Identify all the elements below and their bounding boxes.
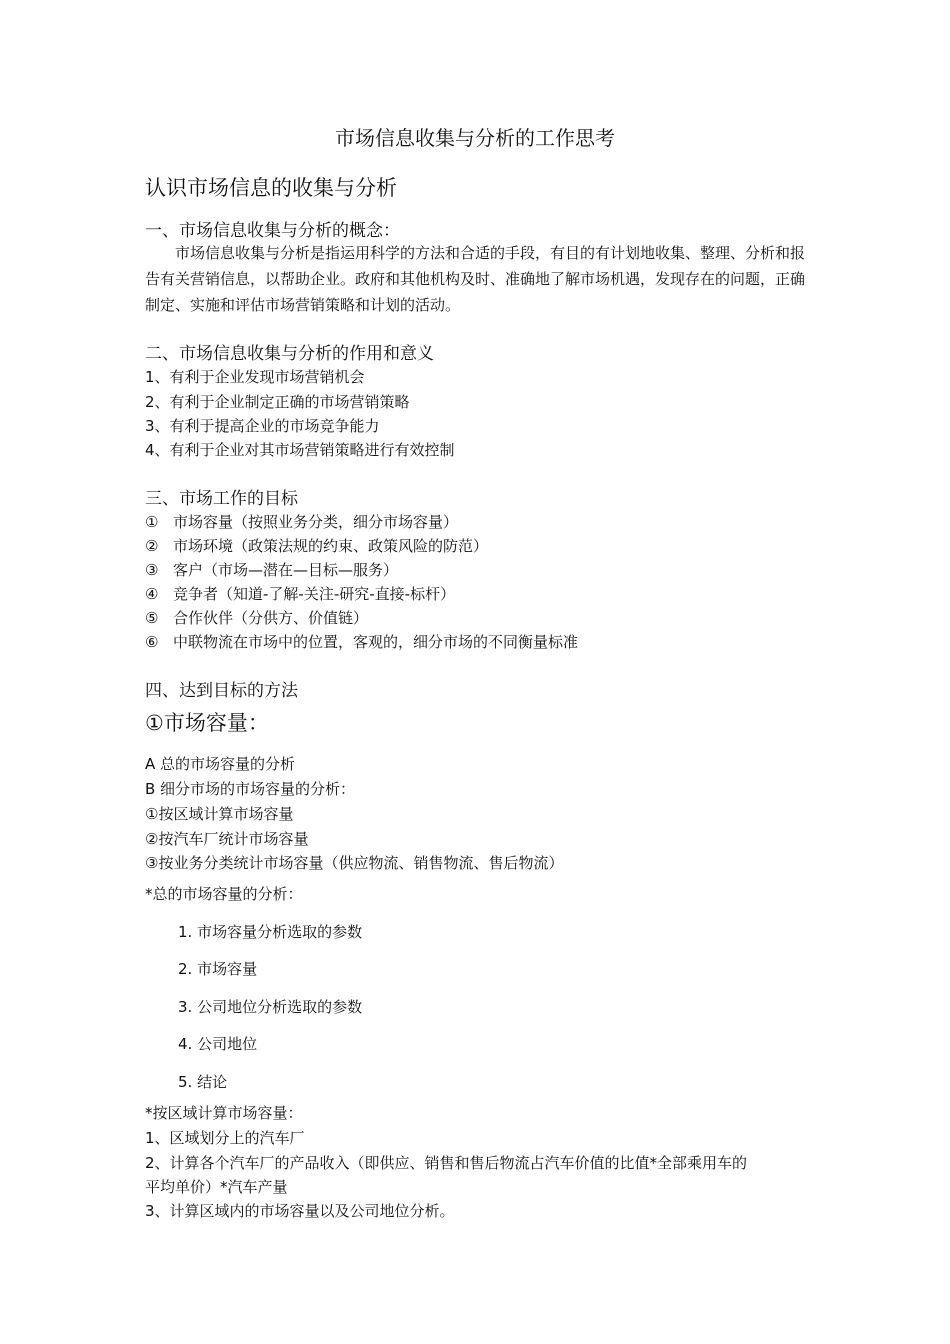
goal-text: 竞争者（知道-了解-关注-研究-直接-标杆） [173,585,456,603]
analysis-line: A 总的市场容量的分析 [145,755,296,773]
goal-marker: ⑤ [145,609,159,627]
goal-text: 合作伙伴（分供方、价值链） [173,609,369,627]
region-item: 3、计算区域内的市场容量以及公司地位分析。 [145,1202,455,1220]
goal-item [145,511,458,532]
goal-text: 中联物流在市场中的位置，客观的，细分市场的不同衡量标准 [173,633,579,651]
section-4-heading: 四、达到目标的方法 [145,681,298,701]
section-4-subheading: ①市场容量： [145,711,269,735]
analysis-line: ②按汽车厂统计市场容量 [145,830,309,848]
section-1-heading: 一、市场信息收集与分析的概念： [145,221,400,241]
goal-text: 市场环境（政策法规的约束、政策风险的防范） [173,537,489,555]
analysis-line: ③按业务分类统计市场容量（供应物流、销售物流、售后物流） [145,854,564,872]
goal-text: 客户（市场—潜在—目标—服务） [173,561,399,579]
numbered-step: 1. 市场容量分析选取的参数 [178,923,363,941]
goal-marker: ① [145,513,159,531]
goal-item [145,559,398,580]
numbered-step: 3. 公司地位分析选取的参数 [178,998,363,1016]
analysis-line: B 细分市场的市场容量的分析： [145,780,356,798]
region-item: 2、计算各个汽车厂的产品收入（即供应、销售和售后物流占汽车价值的比值*全部乘用车的 [145,1154,748,1172]
section-2-item: 1、有利于企业发现市场营销机会 [145,368,365,386]
analysis-line: ①按区域计算市场容量 [145,805,294,823]
goal-item [145,607,368,628]
goal-item [145,631,578,652]
goal-marker: ② [145,537,159,555]
section-1-paragraph: 市场信息收集与分析是指运用科学的方法和合适的手段，有目的有计划地收集、整理、分析和报告有关营销信息，以帮助企业。政府和其他机构及时、准确地了解市场机遇，发现存在的问题，正确制定、实施和评估市场营销策略和计划的活动。 [145,244,806,314]
region-item: 平均单价）*汽车产量 [145,1178,288,1196]
section-2-heading: 二、市场信息收集与分析的作用和意义 [145,344,434,364]
document-title: 市场信息收集与分析的工作思考 [335,126,615,150]
section-2-item: 4、有利于企业对其市场营销策略进行有效控制 [145,441,455,459]
analysis-line: *总的市场容量的分析： [145,885,303,903]
section-3-heading: 三、市场工作的目标 [145,489,298,509]
region-item: 1、区域划分上的汽车厂 [145,1129,305,1147]
section-2-item: 3、有利于提高企业的市场竞争能力 [145,417,380,435]
numbered-step: 5. 结论 [178,1073,228,1091]
goal-marker: ⑥ [145,633,159,651]
numbered-step: 2. 市场容量 [178,960,258,978]
section-2-item: 2、有利于企业制定正确的市场营销策略 [145,393,410,411]
goal-marker: ③ [145,561,159,579]
goal-item [145,583,455,604]
section-main-heading: 认识市场信息的收集与分析 [145,176,397,200]
numbered-step: 4. 公司地位 [178,1035,258,1053]
goal-text: 市场容量（按照业务分类，细分市场容量） [173,513,459,531]
goal-item [145,535,488,556]
region-heading: *按区域计算市场容量： [145,1104,303,1122]
goal-marker: ④ [145,585,159,603]
